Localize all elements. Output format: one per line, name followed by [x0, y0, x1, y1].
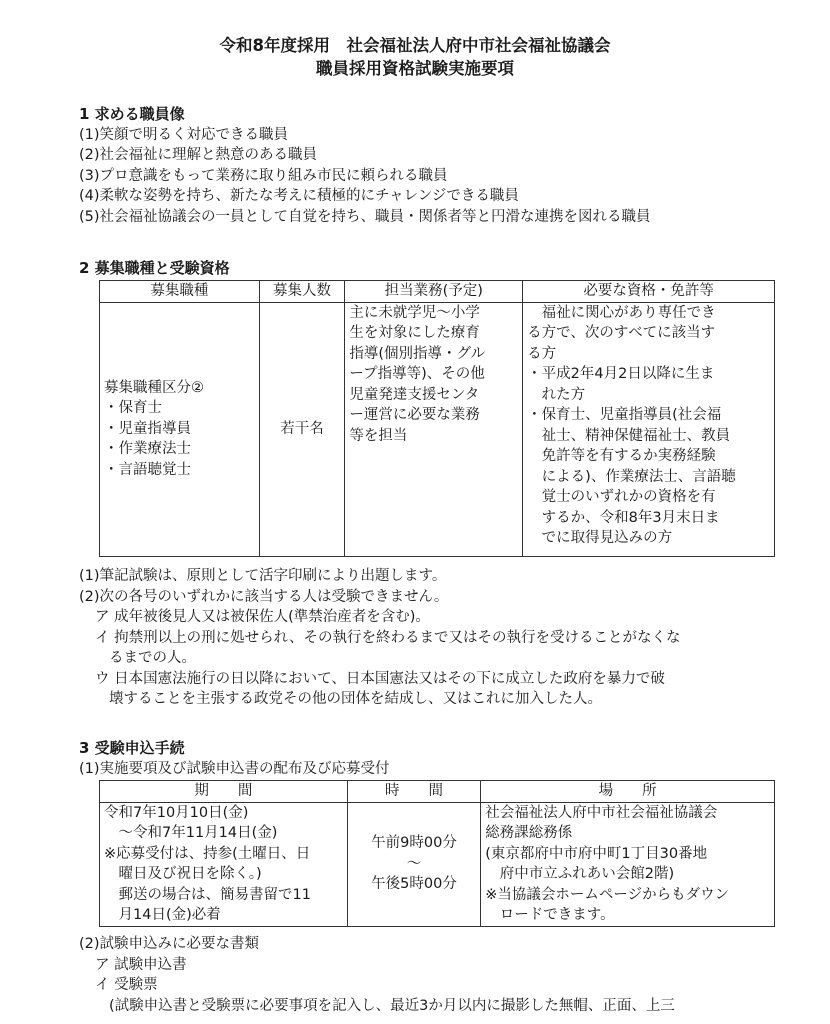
- section-heading: 2 募集職種と受験資格: [79, 259, 230, 277]
- section-heading: 1 求める職員像: [79, 105, 185, 123]
- duties-line: ー運営に必要な業務: [349, 407, 480, 423]
- qualification-line: するか、令和8年3月末日ま: [527, 509, 720, 526]
- duties-line: 主に未就学児～小学: [349, 304, 480, 321]
- qualification-line: れた方: [527, 386, 586, 403]
- header-period: 期 間: [100, 781, 348, 803]
- list-item: (2)社会福祉に理解と熱意のある職員: [79, 147, 318, 163]
- list-item: (1)笑顔で明るく対応できる職員: [79, 126, 289, 143]
- duties-line: 児童発達支援センタ: [349, 386, 480, 403]
- subsection-heading: (1)実施要項及び試験申込書の配布及び応募受付: [79, 760, 390, 777]
- place-line: 社会福祉法人府中市社会福祉協議会: [485, 804, 718, 821]
- header-time: 時 間: [347, 781, 480, 803]
- list-item: (5)社会福祉協議会の一員として自覚を持ち、職員・関係者等と円滑な連携を図れる職員: [79, 208, 651, 225]
- header-qualifications: 必要な資格・免許等: [523, 281, 775, 303]
- disqualification-item: ア 成年被後見人又は被保佐人(準禁治産者を含む)。: [95, 609, 430, 625]
- job-type-line: ・児童指導員: [104, 420, 191, 437]
- count-cell: 若干名: [259, 302, 345, 556]
- header-count: 募集人数: [259, 281, 345, 303]
- subsection-heading: (2)試験申込みに必要な書類: [79, 936, 260, 952]
- document-note: (試験申込書と受験票に必要事項を記入し、最近3か月以内に撮影した無帽、正面、上三: [109, 997, 675, 1014]
- section-application: [79, 738, 799, 779]
- recruitment-table: [99, 280, 775, 557]
- duties-line: ープ指導等)、その他: [349, 366, 485, 382]
- period-line: 曜日及び祝日を除く。): [104, 866, 262, 882]
- table-row: [100, 302, 775, 556]
- job-type-line: 募集職種区分②: [104, 379, 204, 396]
- job-type-line: ・作業療法士: [104, 441, 191, 458]
- required-documents: [79, 934, 799, 1016]
- note-item: (1)筆記試験は、原則として活字印刷により出題します。: [79, 568, 447, 584]
- place-line: 総務課総務係: [485, 825, 573, 841]
- period-line: ～令和7年11月14日(金): [104, 825, 278, 841]
- application-table: [99, 780, 775, 927]
- header-duties: 担当業務(予定): [345, 281, 523, 303]
- note-item: (2)次の各号のいずれかに該当する人は受験できません。: [79, 588, 449, 605]
- place-line: ロードできます。: [485, 907, 615, 923]
- job-type-line: ・言語聴覚士: [104, 461, 191, 478]
- duties-line: 等を担当: [349, 427, 408, 444]
- period-line: 令和7年10月10日(金): [104, 804, 249, 821]
- table-row: [100, 802, 775, 926]
- qualification-line: による)、作業療法士、言語聴: [527, 468, 736, 485]
- time-line: 午後5時00分: [371, 876, 457, 893]
- time-line: ～: [406, 855, 422, 872]
- place-cell: [481, 802, 775, 926]
- disqualification-item-cont: 壊することを主張する政党その他の団体を結成し、又はこれに加入した人。: [109, 691, 602, 707]
- duties-line: 指導(個別指導・グル: [349, 345, 486, 362]
- job-type-line: ・保育士: [104, 400, 162, 417]
- job-type-cell: [100, 302, 260, 556]
- list-item: (4)柔軟な姿勢を持ち、新たな考えに積極的にチャレンジできる職員: [79, 188, 519, 204]
- qualification-line: 覚士のいずれかの資格を有: [527, 489, 716, 505]
- table-header-row: [100, 281, 775, 303]
- section-desired-staff: [79, 104, 799, 227]
- period-line: 月14日(金)必着: [104, 907, 221, 923]
- section-heading: 3 受験申込手続: [79, 739, 185, 757]
- document-title: 令和8年度採用 社会福祉法人府中市社会福祉協議会: [219, 36, 611, 55]
- qualification-line: ・保育士、児童指導員(社会福: [527, 407, 722, 423]
- document-item: イ 受験票: [95, 977, 158, 993]
- qualification-line: 祉士、精神保健福祉士、教員: [527, 427, 731, 444]
- disqualification-item: ウ 日本国憲法施行の日以降において、日本国憲法又はその下に成立した政府を暴力で破: [95, 670, 665, 687]
- qualification-line: 免許等を有するか実務経験: [527, 448, 716, 464]
- list-item: (3)プロ意識をもって業務に取り組み市民に頼られる職員: [79, 167, 448, 184]
- period-line: 郵送の場合は、簡易書留で11: [104, 886, 311, 903]
- qualifications-cell: [523, 302, 775, 556]
- place-line: (東京都府中市府中町1丁目30番地: [485, 845, 708, 862]
- time-line: 午前9時00分: [371, 835, 457, 852]
- duties-cell: [345, 302, 523, 556]
- place-line: ※当協議会ホームページからもダウン: [485, 886, 730, 903]
- period-line: ※応募受付は、持参(土曜日、日: [104, 845, 311, 862]
- duties-line: 生を対象にした療育: [349, 325, 480, 341]
- section2-notes: [79, 566, 799, 710]
- qualification-line: ・平成2年4月2日以降に生ま: [527, 366, 715, 382]
- disqualification-item-cont: るまでの人。: [109, 650, 196, 666]
- qualification-line: 福祉に関心があり専任でき: [527, 304, 716, 321]
- document-item: ア 試験申込書: [95, 956, 187, 973]
- place-line: 府中市立ふれあい会館2階): [485, 866, 675, 882]
- section-heading-2-wrap: [79, 258, 799, 279]
- table-header-row: [100, 781, 775, 803]
- header-place: 場 所: [481, 781, 775, 803]
- qualification-line: る方: [527, 345, 557, 362]
- time-cell: [347, 802, 480, 926]
- document-subtitle: 職員採用資格試験実施要項: [316, 59, 514, 78]
- qualification-line: でに取得見込みの方: [527, 530, 673, 546]
- qualification-line: る方で、次のすべてに該当す: [527, 325, 716, 341]
- disqualification-item: イ 拘禁刑以上の刑に処せられ、その執行を終わるまで又はその執行を受けることがなくな: [95, 629, 681, 646]
- header-job-type: 募集職種: [100, 281, 260, 303]
- period-cell: [100, 802, 348, 926]
